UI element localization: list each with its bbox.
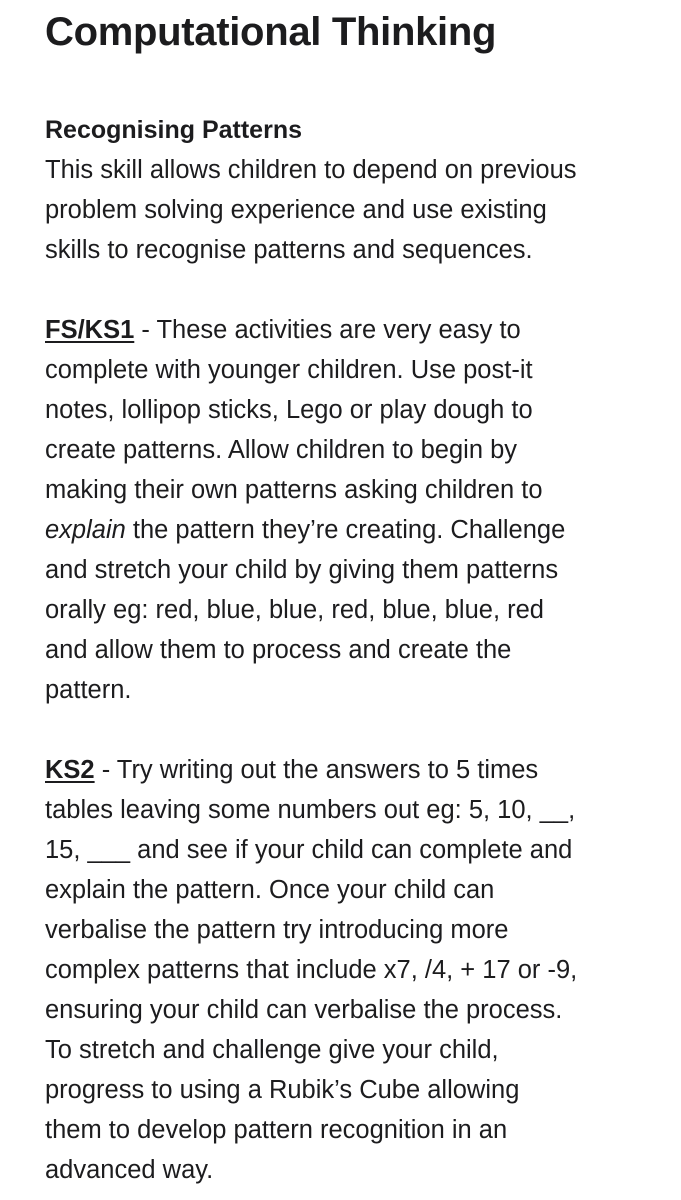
fs-ks1-tag: FS/KS1: [45, 316, 135, 344]
fs-ks1-emphasis: explain: [45, 516, 126, 544]
section-heading: Recognising Patterns: [45, 116, 302, 144]
fs-ks1-paragraph: [45, 310, 665, 710]
recognising-patterns-section: [45, 110, 665, 1190]
paragraph-gap: [45, 710, 665, 750]
ks2-tag: KS2: [45, 756, 95, 784]
ks2-text: - Try writing out the answers to 5 times tables leaving some numbers out eg: 5, 10, __, 15, ___ and see if your child can complete and explain the pattern. Once your child can verbalise the pattern try introducing more complex patterns that include x7, /4, + 17 or -9, ensuring your child can verbalise the process. To stretch and challenge give your child, progress to using a Rubik’s Cube allowing them to develop pattern recognition in an advanced way.: [45, 756, 578, 1184]
fs-ks1-text-after: the pattern they’re creating. Challenge and stretch your child by giving them patterns orally eg: red, blue, blue, red, blue, blue, red and allow them to process and create the pattern.: [45, 516, 566, 704]
page-title: Computational Thinking: [45, 10, 497, 54]
section-intro: This skill allows children to depend on previous problem solving experience and use existing skills to recognise patterns and sequences.: [45, 156, 577, 264]
ks2-paragraph: [45, 750, 665, 1190]
document-page: [45, 0, 665, 1190]
fs-ks1-text-before: - These activities are very easy to complete with younger children. Use post-it notes, lollipop sticks, Lego or play dough to create patterns. Allow children to begin by making their own patterns asking children to: [45, 316, 543, 504]
paragraph-gap: [45, 270, 665, 310]
